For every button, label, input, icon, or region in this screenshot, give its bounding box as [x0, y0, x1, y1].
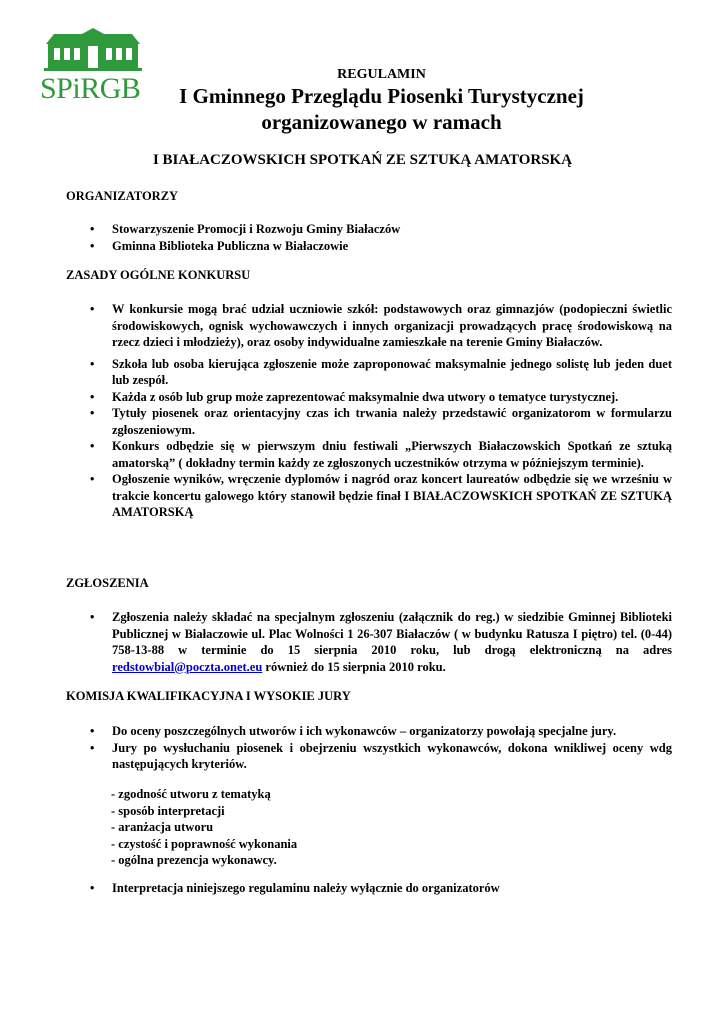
list-item: • Stowarzyszenie Promocji i Rozwoju Gminy Białaczów — [90, 222, 401, 236]
list-item: • Do oceny poszczególnych utworów i ich wykonawców – organizatorzy powołają specjalne jury. — [90, 724, 617, 738]
criterion-item: - aranżacja utworu — [111, 820, 214, 834]
heading-rules: ZASADY OGÓLNE KONKURSU — [66, 268, 251, 282]
organizers-list — [90, 221, 672, 254]
criterion-item: - czystość i poprawność wykonania — [111, 836, 298, 851]
list-item: • Konkurs odbędzie się w pierwszym dniu festiwali „Pierwszych Białaczowskich Spotkań ze sztuką amatorską” ( dokładny termin każdy ze zgłoszonych uczestników otrzyma w późniejszym terminie). — [90, 439, 672, 470]
criterion-item: - sposób interpretacji — [111, 803, 225, 818]
title-line-1: I Gminnego Przeglądu Piosenki Turystycznej — [179, 84, 584, 108]
submissions-list — [90, 609, 672, 675]
list-item: • Gminna Biblioteka Publiczna w Białaczowie — [90, 238, 349, 253]
list-item: • Ogłoszenie wyników, wręczenie dyplomów i nagród oraz koncert laureatów odbędzie się we wrześniu w trakcie koncertu galowego który stanowił będzie finał I BIAŁACZOWSKICH SPOTKAŃ ZE SZTUKĄ AMATORSKĄ — [90, 472, 672, 519]
document-title — [0, 66, 725, 135]
list-item: • Szkoła lub osoba kierująca zgłoszenie może zaproponować maksymalnie jednego solistę lub jeden duet lub zespół. — [90, 356, 672, 387]
logo-text: SPiRGB — [40, 72, 141, 105]
jury-list — [90, 723, 672, 773]
criterion-item: - zgodność utworu z tematyką — [111, 787, 271, 801]
document-subtitle: I BIAŁACZOWSKICH SPOTKAŃ ZE SZTUKĄ AMATORSKĄ — [152, 152, 573, 168]
criterion-item: - ogólna prezencja wykonawcy. — [111, 853, 277, 867]
heading-organizers: ORGANIZATORZY — [66, 189, 179, 203]
list-item: • Tytuły piosenek oraz orientacyjny czas ich trwania należy przedstawić organizatorom w formularzu zgłoszeniowym. — [90, 406, 672, 437]
title-line-2: organizowanego w ramach — [261, 110, 502, 134]
email-link[interactable]: redstowbial@poczta.onet.eu — [112, 659, 263, 674]
list-item: • W konkursie mogą brać udział uczniowie szkół: podstawowych oraz gimnazjów (podopieczni świetlic środowiskowych, ognisk wychowawczych i innych organizacji prowadzących pracę środowiskową na rzecz dzieci i młodzieży), oraz osoby indywidualne zamieszkałe na terenie Gminy Białaczów. — [90, 302, 672, 349]
list-item: • Zgłoszenia należy składać na specjalnym zgłoszeniu (załącznik do reg.) w siedzibie Gminnej Biblioteki Publicznej w Białaczowie ul. Plac Wolności 1 26-307 Białaczów ( w budynku Ratusza I piętro) tel. (0-44) 758-13-88 w terminie do 15 sierpnia 2010 roku, lub drogą elektroniczną na adres redstowbial@poczta.onet.eu również do 15 sierpnia 2010 roku. — [90, 610, 672, 674]
criteria-list — [111, 786, 297, 869]
title-regulamin: REGULAMIN — [337, 67, 426, 82]
final-list — [90, 880, 672, 897]
heading-jury: KOMISJA KWALIFIKACYJNA I WYSOKIE JURY — [66, 689, 351, 703]
list-item: • Jury po wysłuchaniu piosenek i obejrzeniu wszystkich wykonawców, dokona wnikliwej oceny wdg następujących kryteriów. — [90, 740, 672, 771]
list-item: • Interpretacja niniejszego regulaminu należy wyłącznie do organizatorów — [90, 881, 500, 895]
list-item: • Każda z osób lub grup może zaprezentować maksymalnie dwa utwory o tematyce turystycznej. — [90, 389, 619, 404]
heading-submissions: ZGŁOSZENIA — [66, 576, 149, 590]
rules-list — [90, 301, 672, 521]
